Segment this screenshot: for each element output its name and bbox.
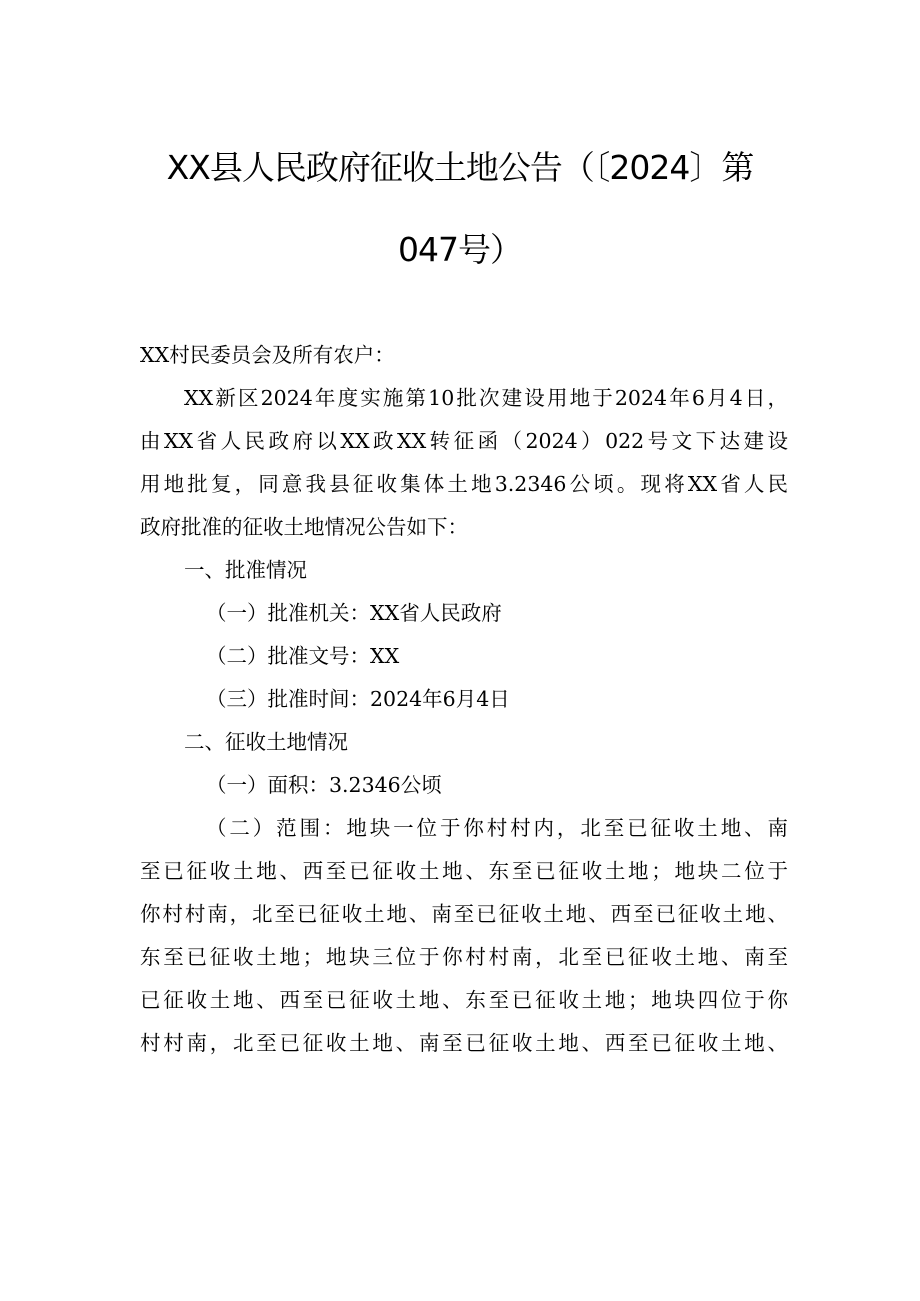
scope-line-4: 东至已征收土地；地块三位于你村村南，北至已征收土地、南至 <box>140 945 788 969</box>
land-area: （一）面积：3.2346公顷 <box>206 773 442 797</box>
section-1-heading: 一、批准情况 <box>184 558 307 582</box>
scope-line-1: （二）范围：地块一位于你村村内，北至已征收土地、南 <box>206 816 788 840</box>
intro-line-1: XX新区2024年度实施第10批次建设用地于2024年6月4日， <box>184 386 788 410</box>
approval-document-number: （二）批准文号：XX <box>206 644 400 668</box>
salutation: XX村民委员会及所有农户： <box>140 343 395 367</box>
scope-line-2: 至已征收土地、西至已征收土地、东至已征收土地；地块二位于 <box>140 859 788 883</box>
approval-date: （三）批准时间：2024年6月4日 <box>206 687 510 711</box>
section-2-heading: 二、征收土地情况 <box>184 730 348 754</box>
intro-line-4: 政府批准的征收土地情况公告如下： <box>140 515 468 539</box>
notice-title-line-2: 047号） <box>398 230 522 269</box>
approval-authority: （一）批准机关：XX省人民政府 <box>206 601 502 625</box>
notice-title-line-1: XX县人民政府征收土地公告（〔2024〕第 <box>166 148 754 187</box>
scope-line-6: 村村南，北至已征收土地、南至已征收土地、西至已征收土地、 <box>140 1031 788 1055</box>
scope-line-3: 你村村南，北至已征收土地、南至已征收土地、西至已征收土地、 <box>140 902 788 926</box>
intro-line-3: 用地批复，同意我县征收集体土地3.2346公顷。现将XX省人民 <box>140 472 788 496</box>
notice-body <box>140 334 788 1065</box>
intro-line-2: 由XX省人民政府以XX政XX转征函（2024）022号文下达建设 <box>140 429 788 453</box>
scope-line-5: 已征收土地、西至已征收土地、东至已征收土地；地块四位于你 <box>140 988 788 1012</box>
